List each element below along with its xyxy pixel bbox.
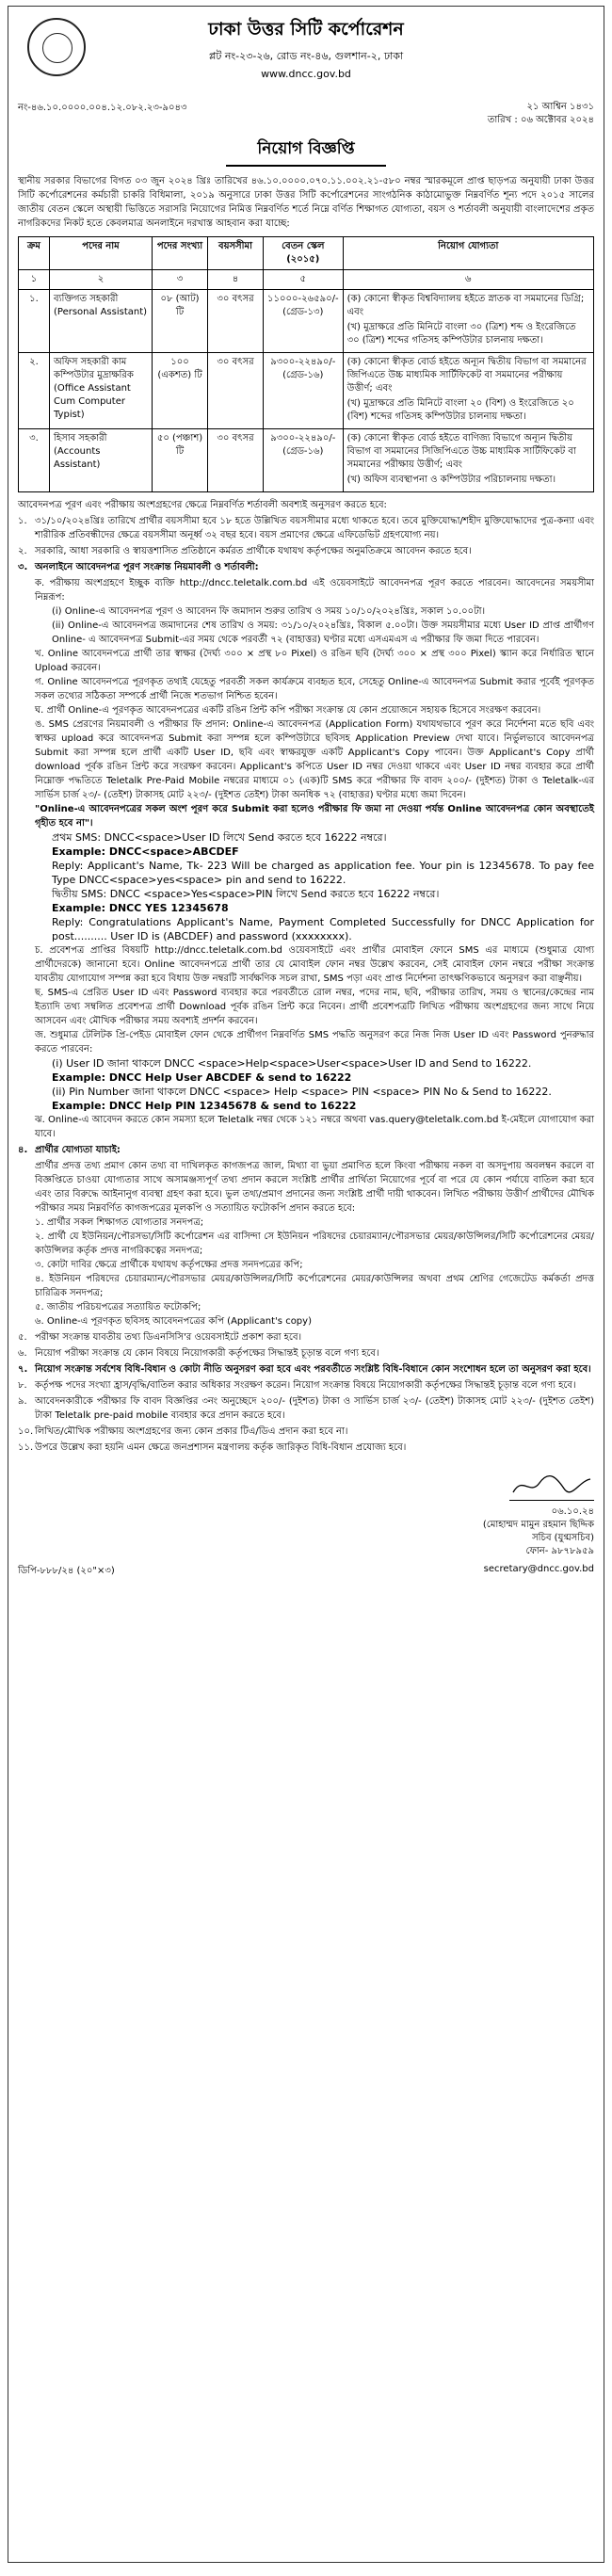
document-item: ১. প্রার্থীর সকল শিক্ষাগত যোগ্যতার সনদপত্র; [35, 1217, 204, 1228]
condition-title: প্রার্থীর যোগ্যতা যাচাই: [35, 1145, 121, 1155]
condition-text: নিয়োগ পরীক্ষা সংক্রান্ত যে কোন বিষয়ে নিয়োগকারী কর্তৃপক্ষের সিদ্ধান্তই চূড়ান্ত বলে গণ্য হবে। [35, 1348, 379, 1359]
condition-text: পরীক্ষা সংক্রান্ত যাবতীয় তথ্য ডিএনসিসি'র ওয়েবসাইটে প্রকাশ করা হবে। [35, 1332, 302, 1343]
table-cell: ৩ [153, 270, 208, 290]
col-qualification: নিয়োগ যোগ্যতা [343, 237, 593, 270]
condition-number: ২. [18, 546, 27, 556]
condition-number: ৬. [18, 1348, 27, 1359]
col-serial: ক্রম [19, 237, 50, 270]
row-post-count: ১০০ (একশত) টি [153, 353, 208, 429]
row-pay-scale: ৯৩০০-২২৪৯০/- (গ্রেড-১৬) [264, 353, 344, 429]
col-age-limit: বয়সসীমা [208, 237, 264, 270]
condition-item [18, 1378, 594, 1393]
date-block [488, 101, 594, 127]
condition-text: সরকারি, আধা সরকারি ও স্বায়ত্তশাসিত প্রতিষ্ঠানে কর্মরত প্রার্থীকে যথাযথ কর্তৃপক্ষের অনুমতিক্রমে আবেদন করতে হবে। [35, 546, 472, 556]
sms-instructions [52, 830, 594, 943]
online-item-a-i: (i) Online-এ আবেদনপত্র পূরণ ও আবেদন ফি জমাদান শুরুর তারিখ ও সময় ১০/১০/২০২৪খ্রিঃ, সকাল ১০.০০টা। [52, 606, 486, 617]
row-qualification [343, 429, 593, 492]
document-item: ৬. Online-এ পূরণকৃত ছবিসহ আবেদনপত্রের কপি (Applicant's copy) [35, 1316, 312, 1327]
condition-item [18, 1394, 594, 1423]
row-age-limit: ৩০ বৎসর [208, 290, 264, 353]
online-item-b: খ. Online আবেদনপত্রে প্রার্থী তার স্বাক্ষর (দৈর্ঘ্য ৩০০ × প্রস্থ ৮০ Pixel) ও রঙিন ছবি (দৈর্ঘ্য ৩০০ × প্রস্থ ৩০০ Pixel) স্ক্যান করে নির্ধারিত স্থানে Upload করবেন। [35, 649, 594, 673]
row-post-name: হিসাব সহকারী (Accounts Assistant) [50, 429, 153, 492]
online-item-c: গ. Online আবেদনপত্রে পূরণকৃত তথ্যই যেহেতু পরবর্তী সকল কার্যক্রমে ব্যবহৃত হবে, সেহেতু Online-এ আবেদনপত্র Submit করার পূর্বেই পূরণকৃত সকল তথ্যের সঠিকতা সম্পর্কে প্রার্থী নিজে শতভাগ নিশ্চিত হবেন। [35, 677, 594, 701]
memo-number: নং-৪৬.১০.০০০০.০০৪.১২.০৮২.২৩-৯০৪৩ [18, 103, 187, 113]
row-qualification [343, 290, 593, 353]
document-item: ৩. কোটা দাবির ক্ষেত্রে প্রার্থীকে যথাযথ কর্তৃপক্ষের প্রদত্ত সনদপত্রের কপি; [35, 1260, 303, 1270]
online-item-a-ii: (ii) Online-এ আবেদনপত্র জমাদানের শেষ তারিখ ও সময়: ৩১/১০/২০২৪খ্রিঃ, বিকাল ৫.০০টা। উক্ত সময়সীমার মধ্যে User ID প্রাপ্ত প্রার্থীগণ Online- এ আবেদনপত্র Submit-এর সময় থেকে পরবর্তী ৭২ (বাহাত্তর) ঘণ্টার মধ্যে এসএমএস এ পরীক্ষার ফি জমা দিতে পারবেন। [52, 620, 594, 645]
table-row [19, 353, 594, 429]
row-post-name: অফিস সহকারী কাম কম্পিউটার মুদ্রাক্ষরিক (Office Assistant Cum Computer Typist) [50, 353, 153, 429]
table-row [19, 429, 594, 492]
recovery-instructions [52, 1056, 594, 1113]
qualification-line: (ক) কোনো স্বীকৃত বোর্ড হইতে অন্যূন দ্বিতীয় বিভাগ বা সমমানের জিপিএতে উচ্চ মাধ্যমিক সার্টিফিকেট বা সমমানের পরীক্ষায় উত্তীর্ণ; এবং [346, 357, 587, 394]
online-item-g: ছ. SMS-এ প্রেরিত User ID এবং Password ব্যবহার করে পরবর্তীতে রোল নম্বর, পদের নাম, ছবি, পরীক্ষার তারিখ, সময় ও স্থানের/কেন্দ্রের নাম ইত্যাদি তথ্য সম্বলিত প্রবেশপত্র প্রার্থী Download পূর্বক রঙিন প্রিন্ট করে নিবেন। প্রার্থী প্রবেশপত্রটি লিখিত পরীক্ষায় অংশগ্রহণের জন্য সাথে নিয়ে আসবেন এবং মৌখিক পরীক্ষার সময় অবশ্যই প্রদর্শন করবেন। [35, 988, 594, 1026]
recovery-user-id-example: Example: DNCC Help User ABCDEF & send to 16222 [52, 1071, 352, 1084]
qualification-line: (খ) অফিস ব্যবস্থাপনা ও কম্পিউটার পরিচালনায় দক্ষতা। [346, 475, 556, 485]
recovery-pin-example: Example: DNCC Help PIN 12345678 & send to 16222 [52, 1100, 357, 1112]
condition-text: লিখিত/মৌখিক পরীক্ষায় অংশগ্রহণের জন্য কোন প্রকার টিএ/ডিএ প্রদান করা হবে না। [35, 1426, 348, 1437]
condition-number: ৪. [18, 1145, 28, 1155]
row-post-count: ০৮ (আট) টি [153, 290, 208, 353]
table-cell: ১ [19, 270, 50, 290]
online-item-h: জ. শুধুমাত্র টেলিটক প্রি-পেইড মোবাইল ফোন থেকে প্রার্থীগণ নিম্নবর্ণিত SMS পদ্ধতি অনুসরণ করে নিজ নিজ User ID এবং Password পুনরুদ্ধার করতে পারবেন: [35, 1030, 594, 1055]
condition-number: ১০. [18, 1426, 34, 1437]
condition-text: উপরে উল্লেখ করা হয়নি এমন ক্ষেত্রে জনপ্রশাসন মন্ত্রণালয় কর্তৃক জারিকৃত বিধি-বিধান প্রযোজ্য হবে। [35, 1442, 407, 1453]
verification-text: প্রার্থীর প্রদত্ত তথ্য প্রমাণ কোন তথ্য বা দাখিলকৃত কাগজপত্র জাল, মিথ্যা বা ভুয়া প্রমাণিত হলে কিংবা পরীক্ষায় নকল বা অসদুপায় অবলম্বন করলে বা বিজ্ঞপ্তিতে চাওয়া যোগ্যতার সাথে অসামঞ্জস্যপূর্ণ তথ্য প্রদান করলে সংশ্লিষ্ট প্রার্থীর প্রার্থিতা নিয়োগের পূর্বে বা পরে যে কোন পর্যায়ে বাতিল করা হবে এবং তার বিরুদ্ধে আইনানুগ ব্যবস্থা গ্রহণ করা হবে। ভুল তথ্য/প্রমাণ প্রদানের জন্য সংশ্লিষ্ট প্রার্থী দায়ী থাকবেন। লিখিত পরীক্ষায় উত্তীর্ণ প্রার্থীদের মৌখিক পরীক্ষার সময় নিম্নবর্ণিত কাগজপত্রের মূলকপি ও সত্যায়িত ফটোকপি প্রদান করতে হবে: [35, 1161, 594, 1214]
online-item-d: ঘ. প্রার্থী Online-এ পূরণকৃত আবেদনপত্রের একটি রঙিন প্রিন্ট কপি পরীক্ষা সংক্রান্ত যে কোন প্রয়োজনে সহায়ক হিসেবে সংরক্ষণ করবেন। [35, 705, 541, 716]
condition-item [18, 514, 594, 542]
date-english: ০৬ অক্টোবর ২০২৪ [520, 115, 594, 125]
online-item-e-warning: "Online-এ আবেদনপত্রের সকল অংশ পূরণ করে Submit করা হলেও পরীক্ষার ফি জমা না দেওয়া পর্যন্ত Online আবেদনপত্র কোন অবস্থাতেই গৃহীত হবে না"। [35, 804, 594, 829]
col-post-count: পদের সংখ্যা [153, 237, 208, 270]
row-post-name: ব্যক্তিগত সহকারী (Personal Assistant) [50, 290, 153, 353]
sms1-label: প্রথম SMS: DNCC<space>User ID লিখে Send করতে হবে 16222 নম্বরে। [52, 831, 387, 844]
signature-mark [509, 1472, 594, 1501]
footer [18, 1564, 594, 1580]
signatory-email[interactable]: secretary@dncc.gov.bd [483, 1564, 594, 1574]
condition-number: ৮. [18, 1380, 27, 1391]
online-item-f: চ. প্রবেশপত্র প্রাপ্তির বিষয়টি http://dncc.teletalk.com.bd ওয়েবসাইটে এবং প্রার্থীর মোবাইল ফোনে SMS এর মাধ্যমে (শুধুমাত্র যোগ্য প্রার্থীদেরকে) জানানো হবে। Online আবেদনপত্রে প্রার্থী তার যে মোবাইল ফোন নম্বর উল্লেখ করবেন, সেই মোবাইল ফোন নম্বরে পরীক্ষা সংক্রান্ত যাবতীয় যোগাযোগ সম্পন্ন করা হবে বিধায় উক্ত নম্বরটি সার্বক্ষণিক সচল রাখা, SMS পড়া এবং প্রাপ্ত নির্দেশনা তাৎক্ষণিকভাবে অনুসরণ করা বাঞ্ছনীয়। [35, 945, 594, 984]
memo-row [18, 101, 594, 127]
condition-number: ৫. [18, 1332, 27, 1343]
condition-item [18, 1362, 594, 1377]
sms1-reply: Reply: Applicant's Name, Tk- 223 Will be charged as application fee. Your pin is 12345678. To pay fee Type DNCC<space>yes<space> pin and send to 16222. [52, 860, 594, 886]
signatory-title: সচিব (যুগ্মসচিব) [532, 1533, 594, 1543]
condition-item [18, 560, 594, 574]
org-name: ঢাকা উত্তর সিটি কর্পোরেশন [208, 19, 404, 40]
row-serial: ৩. [19, 429, 50, 492]
signature-block [18, 1472, 594, 1558]
online-instructions [35, 576, 594, 1141]
table-cell: ২ [50, 270, 153, 290]
date-bangla: ২১ আশ্বিন ১৪৩১ [526, 102, 594, 112]
condition-text: কর্তৃপক্ষ পদের সংখ্যা হ্রাস/বৃদ্ধি/বাতিল করার অধিকার সংরক্ষণ করেন। নিয়োগ সংক্রান্ত বিষয়ে নিয়োগকারী কর্তৃপক্ষের সিদ্ধান্তই চূড়ান্ত বলে গণ্য হবে। [35, 1380, 576, 1391]
conditions-intro: আবেদনপত্র পূরণ এবং পরীক্ষায় অংশগ্রহণের ক্ষেত্রে নিম্নবর্ণিত শর্তাবলী অবশ্যই অনুসরণ করতে হবে: [18, 500, 387, 510]
org-website[interactable]: www.dncc.gov.bd [261, 68, 351, 80]
condition-number: ৯. [18, 1396, 27, 1407]
org-address: প্লট নং-২৩-২৬, রোড নং-৪৬, গুলশান-২, ঢাকা [208, 50, 404, 62]
condition-number: ৭. [18, 1364, 28, 1375]
document-item: ২. প্রার্থী যে ইউনিয়ন/পৌরসভা/সিটি কর্পোরেশন এর বাসিন্দা সে ইউনিয়ন পরিষদের চেয়ারম্যান/পৌরসভার মেয়র/কাউন্সিলর/সিটি কর্পোরেশনের মেয়র/কাউন্সিলর কর্তৃক প্রদত্ত নাগরিকত্বের সনদপত্র; [35, 1232, 594, 1256]
qualification-line: (খ) মুদ্রাক্ষরে প্রতি মিনিটে বাংলা ৩০ (ত্রিশ) শব্দ ও ইংরেজিতে ৩০ (ত্রিশ) শব্দের গতিসহ কম্পিউটার চালনায় দক্ষতা। [346, 322, 576, 346]
table-cell: ৬ [343, 270, 593, 290]
required-documents [35, 1216, 594, 1328]
dncc-logo [27, 18, 86, 76]
qualification-line: (খ) মুদ্রাক্ষরে প্রতি মিনিটে বাংলা ২০ (বিশ) ও ইংরেজিতে ২০ (বিশ) শব্দের গতিসহ কম্পিউটার চালনায় দক্ষতা। [346, 398, 574, 422]
col-post-name: পদের নাম [50, 237, 153, 270]
condition-item [18, 544, 594, 558]
condition-text: অনলাইনে আবেদনপত্র পূরণ সংক্রান্ত নিয়মাবলী ও শর্তাবলী: [35, 562, 259, 572]
qualification-line: (ক) কোনো স্বীকৃত বিশ্ববিদ্যালয় হইতে স্নাতক বা সমমানের ডিগ্রি; এবং [346, 294, 585, 317]
row-qualification [343, 353, 593, 429]
table-header-row [19, 237, 594, 270]
table-cell: ৫ [264, 270, 344, 290]
condition-text: আবেদনকারীকে পরীক্ষার ফি বাবদ বিজ্ঞপ্তির ৩নং অনুচ্ছেদে ২০০/- (দুইশত) টাকা ও সার্ভিস চার্জ ২৩/- (তেইশ) টাকাসহ মোট ২২৩/- (দুইশত তেইশ) টাকা Teletalk pre-paid mobile ব্যবহার করে প্রদান করতে হবে। [35, 1396, 594, 1421]
sms2-reply: Reply: Congratulations Applicant's Name, Payment Completed Successfully for DNCC Application for post.......... User ID is (ABCDEF) and password (xxxxxxxx). [52, 916, 594, 942]
condition-item [18, 1346, 594, 1360]
sms2-example: Example: DNCC YES 12345678 [52, 902, 229, 914]
condition-number: ১১. [18, 1442, 34, 1453]
condition-item [18, 1330, 594, 1344]
table-row [19, 290, 594, 353]
condition-item [18, 1441, 594, 1455]
condition-text: নিয়োগ সংক্রান্ত সর্বশেষ বিধি-বিধান ও কোটা নীতি অনুসরণ করা হবে এবং পরবর্তীতে সংশ্লিষ্ট বিধি-বিধানে কোন সংশোধন হলে তা অনুসরণ করা হবে। [35, 1364, 591, 1375]
signatory-phone: ফোন- ৯৮৭৮৯৫৯ [525, 1546, 594, 1556]
condition-item [18, 1425, 594, 1439]
row-age-limit: ৩০ বৎসর [208, 429, 264, 492]
row-pay-scale: ১১০০০-২৬৫৯০/- (গ্রেড-১৩) [264, 290, 344, 353]
row-post-count: ৫০ (পঞ্চাশ) টি [153, 429, 208, 492]
row-age-limit: ৩০ বৎসর [208, 353, 264, 429]
notice-page [8, 6, 604, 2563]
online-item-a: ক. পরীক্ষায় অংশগ্রহণে ইচ্ছুক ব্যক্তি http://dncc.teletalk.com.bd এই ওয়েবসাইটে আবেদনপত্র পূরণ করতে পারবেন। আবেদনের সময়সীমা নিম্নরূপ: [35, 578, 594, 603]
qualification-line: (ক) কোনো স্বীকৃত বোর্ড হইতে বাণিজ্য বিভাগে অন্যূন দ্বিতীয় বিভাগ বা সমমানের সিজিপিএতে উচ্চ মাধ্যমিক সার্টিফিকেট বা সমমানের পরীক্ষায় উত্তীর্ণ; এবং [346, 433, 576, 470]
online-item-e: ঙ. SMS প্রেরণের নিয়মাবলী ও পরীক্ষার ফি প্রদান: Online-এ আবেদনপত্র (Application Form) যথাযথভাবে পূরণ করে নির্দেশনা মতে ছবি এবং স্বাক্ষর upload করে আবেদনপত্র Submit করা সম্পন্ন হলে কম্পিউটারে ছবিসহ Application Preview দেখা যাবে। নির্ভুলভাবে আবেদনপত্র Submit করা সম্পন্ন হলে প্রার্থী একটি User ID, ছবি এবং স্বাক্ষরযুক্ত একটি Applicant's Copy পাবেন। উক্ত Applicant's Copy প্রার্থী download পূর্বক রঙিন প্রিন্ট করে সংরক্ষণ করবেন। Applicant's কপিতে User ID নম্বর দেওয়া থাকবে এবং User ID নম্বর ব্যবহার করে প্রার্থী নিম্নোক্ত পদ্ধতিতে Teletalk Pre-Paid Mobile নম্বরের মাধ্যমে ০১ (এক)টি SMS করে পরীক্ষার ফি বাবদ ২০০/- (দুইশত) টাকা ও Teletalk-এর সার্ভিস চার্জ ২৩/- (তেইশ) টাকাসহ মোট ২২৩/- (দুইশত তেইশ) টাকা অনধিক ৭২ (বাহাত্তর) ঘণ্টার মধ্যে জমা দিবেন। [35, 719, 594, 800]
condition-item [18, 1143, 594, 1157]
header [18, 16, 594, 99]
row-serial: ২. [19, 353, 50, 429]
sms1-example: Example: DNCC<space>ABCDEF [52, 845, 239, 858]
sms2-label: দ্বিতীয় SMS: DNCC <space>Yes<space>PIN লিখে Send করতে হবে 16222 নম্বরে। [52, 888, 440, 900]
conditions-section [18, 498, 594, 1455]
condition-number: ১. [18, 516, 27, 526]
col-pay-scale: বেতন স্কেল (২০১৫) [264, 237, 344, 270]
condition-number: ৩. [18, 562, 28, 572]
intro-paragraph: স্থানীয় সরকার বিভাগের বিগত ০৩ জুন ২০২৪ খ্রিঃ তারিখের ৪৬.১০.০০০০.০৭০.১১.০০২.২১-৫৮০ নম্বর স্মারকমূলে প্রাপ্ত ছাড়পত্র অনুযায়ী ঢাকা উত্তর সিটি কর্পোরেশনের কর্মচারী চাকরি বিধিমালা, ২০১৯ অনুসারে ঢাকা উত্তর সিটি কর্পোরেশনের সাংগঠনিক কাঠামোভুক্ত নিম্নবর্ণিত শূন্য পদে ২০১৫ সালের জাতীয় বেতন স্কেলে অস্থায়ী ভিত্তিতে সরাসরি নিয়োগের নিমিত্ত নিম্নবর্ণিত শর্তে নিম্নে বর্ণিত শিক্ষাগত যোগ্যতা, বয়স ও শর্তাবলী অনুযায়ী বাংলাদেশের প্রকৃত নাগরিকদের নিকট হতে কেবলমাত্র অনলাইনে দরখাস্ত আহবান করা যাচ্ছে: [18, 176, 594, 229]
document-item: ৪. ইউনিয়ন পরিষদের চেয়ারম্যান/পৌরসভার মেয়র/কাউন্সিলর/সিটি কর্পোরেশনের মেয়র/কাউন্সিলর অথবা প্রথম শ্রেণির গেজেটেড কর্মকর্তা প্রদত্ত চারিত্রিক সনদপত্র; [35, 1274, 594, 1298]
row-serial: ১. [19, 290, 50, 353]
posts-table [18, 236, 594, 492]
signature-date: ০৬.১০.২৪ [551, 1506, 594, 1517]
row-pay-scale: ৯৩০০-২২৪৯০/- (গ্রেড-১৬) [264, 429, 344, 492]
footer-code: ডিপি-৮৮৮/২৪ (২০"×৩) [18, 1566, 115, 1576]
recovery-pin: (ii) Pin Number জানা থাকলে DNCC <space> Help <space> PIN <space> PIN No & Send to 16222. [52, 1086, 552, 1098]
online-item-i: ঝ. Online-এ আবেদন করতে কোন সমস্যা হলে Teletalk নম্বর থেকে ১২১ নম্বরে অথবা vas.query@teletalk.com.bd ই-মেইলে যোগাযোগ করা যাবে। [35, 1115, 594, 1139]
table-cell: ৪ [208, 270, 264, 290]
date-label: তারিখ : [487, 115, 518, 125]
signatory-name: (মোহাম্মদ মামুন রহমান ছিদ্দিক [482, 1520, 594, 1530]
condition-text: ৩১/১০/২০২৪খ্রিঃ তারিখে প্রার্থীর বয়সসীমা হবে ১৮ হতে উল্লিখিত বয়সসীমার মধ্যে থাকতে হবে। তবে মুক্তিযোদ্ধা/শহীদ মুক্তিযোদ্ধাদের পুত্র-কন্যা এবং শারীরিক প্রতিবন্ধীদের ক্ষেত্রে বয়সসীমা অনূর্ধ্ব ৩২ বছর হবে। বয়স প্রমাণের ক্ষেত্রে এফিডেভিট গ্রহণযোগ্য নয়। [35, 516, 594, 540]
recovery-user-id: (i) User ID জানা থাকলে DNCC <space>Help<space>User<space>User ID and Send to 16222. [52, 1057, 532, 1070]
notice-title: নিয়োগ বিজ্ঞপ্তি [226, 137, 386, 167]
table-index-row [19, 270, 594, 290]
document-item: ৫. জাতীয় পরিচয়পত্রের সত্যায়িত ফটোকপি; [35, 1302, 201, 1312]
